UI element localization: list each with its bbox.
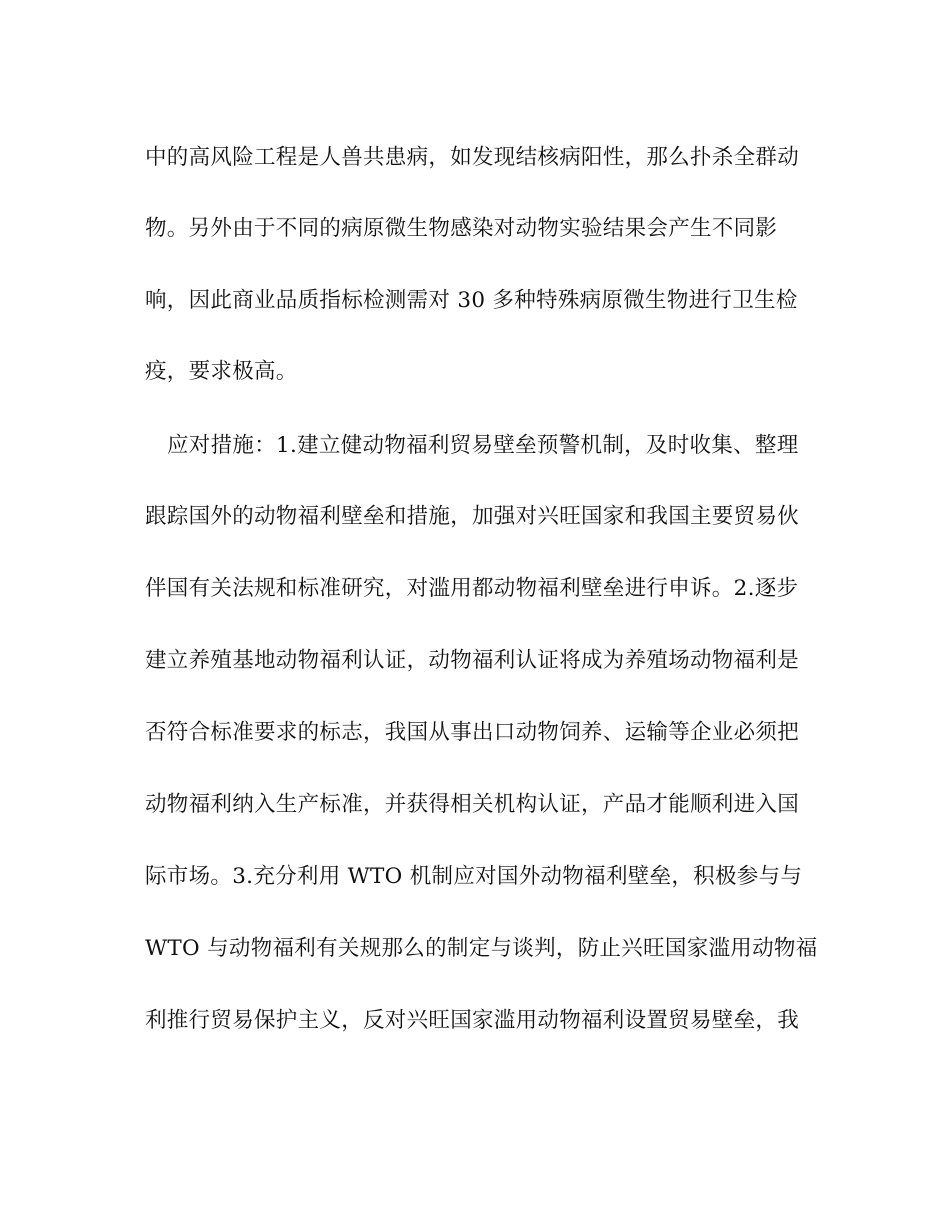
paragraph-line: 伴国有关法规和标准研究，对滥用都动物福利壁垒进行申诉。2.逐步	[145, 576, 799, 601]
paragraph-line: 际市场。3.充分利用 WTO 机制应对国外动物福利壁垒，积极参与与	[145, 864, 803, 889]
paragraph-line: 建立养殖基地动物福利认证，动物福利认证将成为养殖场动物福利是	[145, 648, 800, 673]
paragraph-line: 中的高风险工程是人兽共患病，如发现结核病阳性，那么扑杀全群动	[145, 145, 800, 170]
paragraph-line: 物。另外由于不同的病原微生物感染对动物实验结果会产生不同影	[145, 216, 778, 241]
paragraph-line: WTO 与动物福利有关规那么的制定与谈判，防止兴旺国家滥用动物福	[145, 936, 818, 961]
paragraph-line: 应对措施：1.建立健动物福利贸易壁垒预警机制，及时收集、整理	[167, 433, 799, 458]
paragraph-line: 否符合标准要求的标志，我国从事出口动物饲养、运输等企业必须把	[145, 720, 800, 745]
paragraph-line: 利推行贸易保护主义，反对兴旺国家滥用动物福利设置贸易壁垒，我	[145, 1008, 800, 1033]
paragraph-line: 跟踪国外的动物福利壁垒和措施，加强对兴旺国家和我国主要贸易伙	[145, 504, 800, 529]
paragraph-line: 动物福利纳入生产标准，并获得相关机构认证，产品才能顺利进入国	[145, 792, 800, 817]
paragraph-line: 响，因此商业品质指标检测需对 30 多种特殊病原微生物进行卫生检	[145, 288, 798, 313]
paragraph-line: 疫，要求极高。	[145, 359, 298, 384]
